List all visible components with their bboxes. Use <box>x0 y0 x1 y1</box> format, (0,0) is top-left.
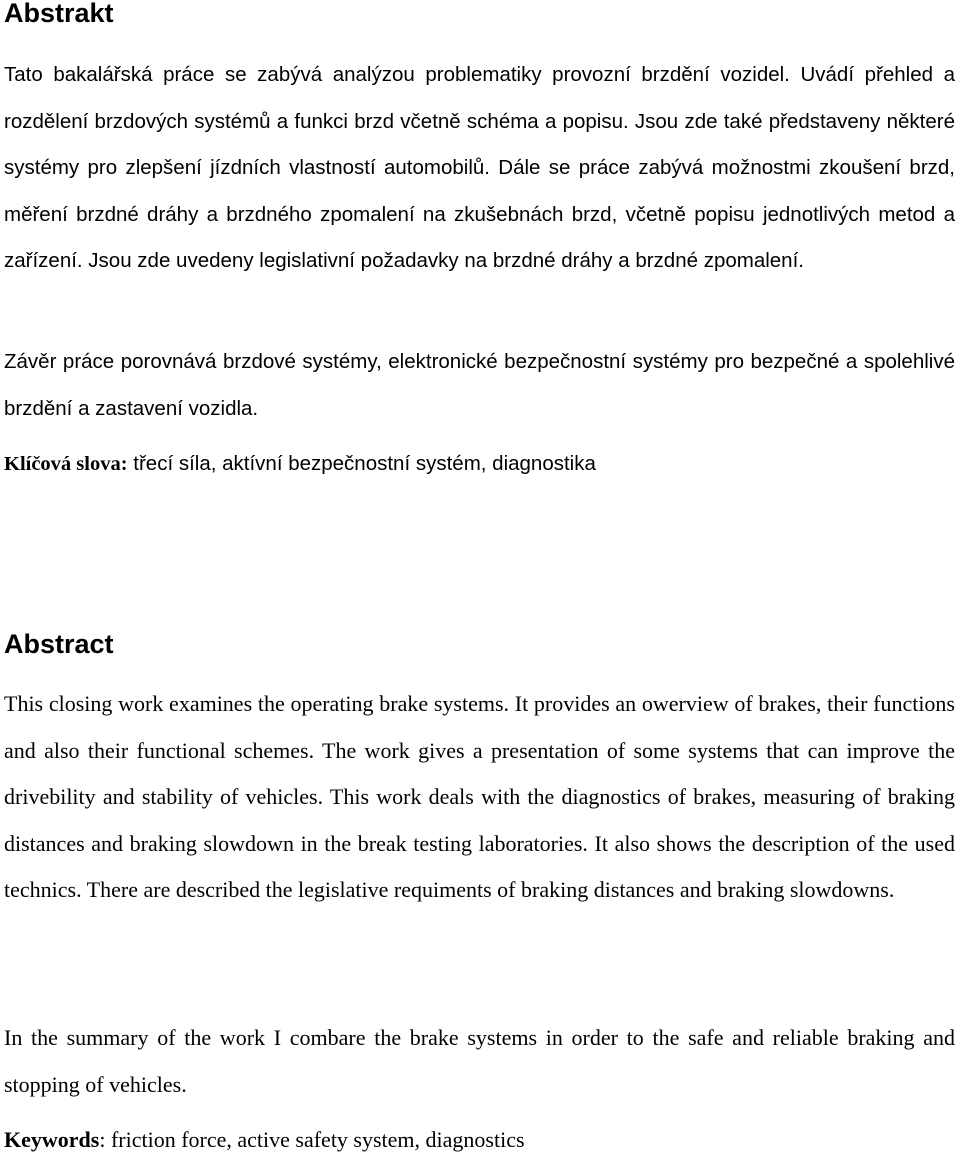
czech-keywords-text: třecí síla, aktívní bezpečnostní systém, diagnostika <box>133 452 596 475</box>
english-keywords-line <box>4 1117 955 1164</box>
czech-abstract-paragraph-1: Tato bakalářská práce se zabývá analýzou problematiky provozní brzdění vozidel. Uvádí přehled a rozdělení brzdových systémů a funkci brzd včetně schéma a popisu. Jsou zde také představeny některé systémy pro zlepšení jízdních vlastností automobilů. Dále se práce zabývá možnostmi zkoušení brzd, měření brzdné dráhy a brzdného zpomalení na zkušebnách brzd, včetně popisu jednotlivých metod a zařízení. Jsou zde uvedeny legislativní požadavky na brzdné dráhy a brzdné zpomalení. <box>4 63 955 272</box>
czech-keywords-label: Klíčová slova: <box>4 453 128 475</box>
english-keywords-separator: : <box>99 1127 106 1152</box>
english-keywords-text: friction force, active safety system, diagnostics <box>110 1127 525 1152</box>
english-abstract-paragraph-1: This closing work examines the operating brake systems. It provides an owerview of brakes, their functions and also their functional schemes. The work gives a presentation of some systems that can improve the drivebility and stability of vehicles. This work deals with the diagnostics of brakes, measuring of braking distances and braking slowdown in the break testing laboratories. It also shows the description of the used technics. There are described the legislative requiments of braking distances and braking slowdowns. <box>4 691 955 902</box>
english-keywords-label: Keywords <box>4 1127 100 1152</box>
czech-abstract-heading: Abstrakt <box>4 0 114 28</box>
english-abstract-heading: Abstract <box>4 629 114 659</box>
czech-abstract-paragraph-2: Závěr práce porovnává brzdové systémy, elektronické bezpečnostní systémy pro bezpečné a spolehlivé brzdění a zastavení vozidla. <box>4 350 955 420</box>
czech-keywords-line <box>4 441 955 488</box>
english-abstract-paragraph-2: In the summary of the work I combare the brake systems in order to the safe and reliable braking and stopping of vehicles. <box>4 1025 955 1097</box>
